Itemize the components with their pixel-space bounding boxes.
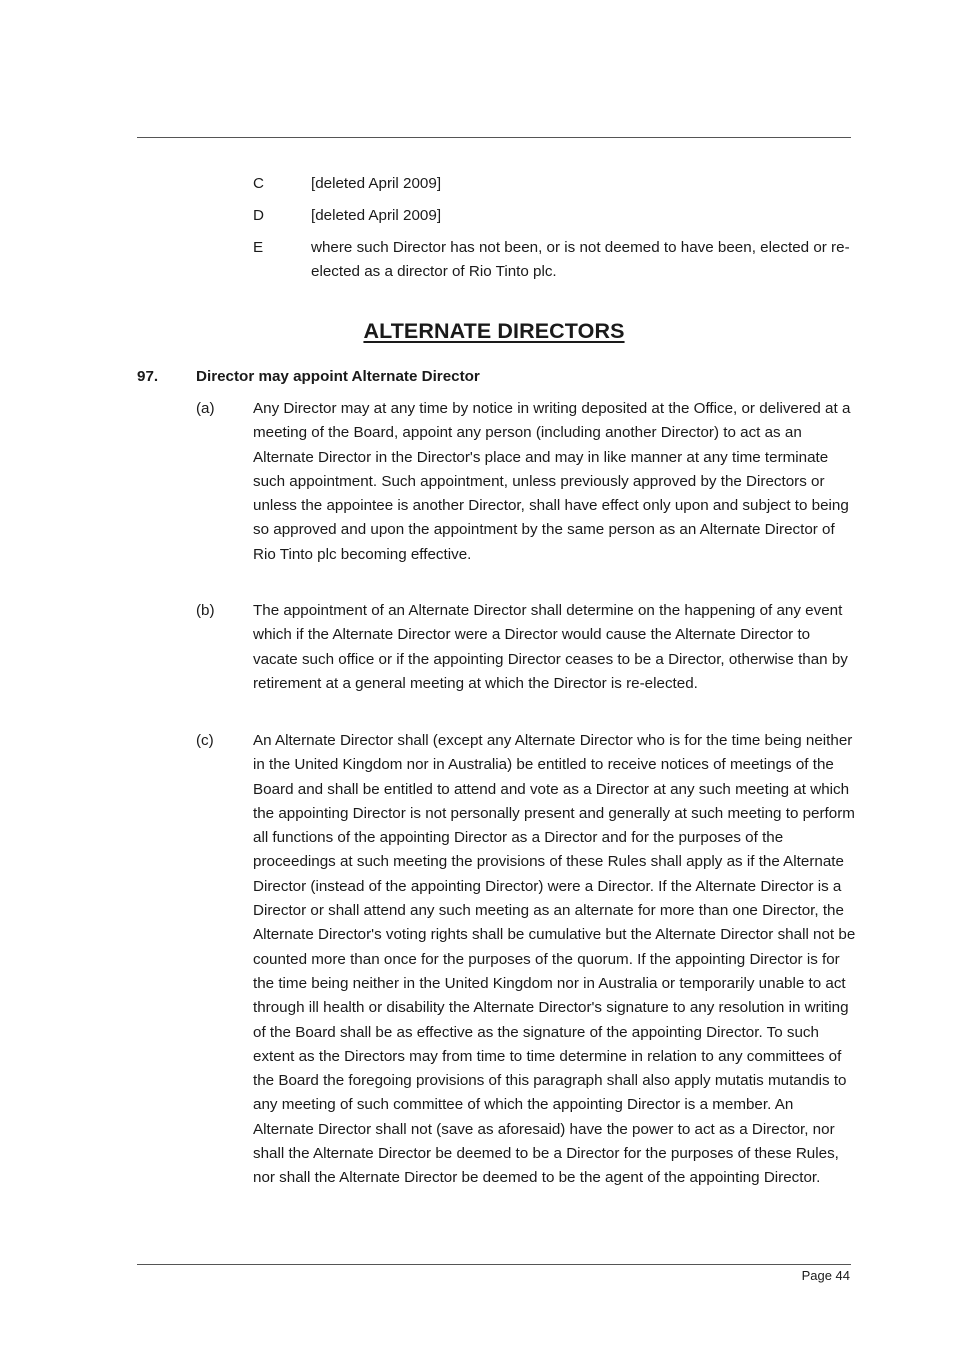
paragraph-text: The appointment of an Alternate Director shall determine on the happening of any event which if the Alternate Director were a Director would cause the Alternate Director to vacate such office or if the appointing Director ceases to be a Director, otherwise than by retirement at a general meeting at which the Director is re-elected. bbox=[253, 602, 848, 692]
list-item-text: [deleted April 2009] bbox=[311, 175, 442, 192]
list-item-label: C bbox=[253, 175, 264, 192]
paragraph-label: (b) bbox=[196, 602, 215, 619]
paragraph-text: Any Director may at any time by notice in writing deposited at the Office, or delivered at a meeting of the Board, appoint any person (including another Director) to act as an Alternate Director in the Director's place and may in like manner at any time terminate such appointment. Such appointment, unless previously approved by the Directors or unless the appointee is another Director, shall have effect only upon and subject to being so approved and upon the appointment by the same person as an Alternate Director of Rio Tinto plc becoming effective. bbox=[253, 400, 851, 563]
list-item-text: [deleted April 2009] bbox=[311, 207, 442, 224]
footer-rule bbox=[137, 1264, 851, 1265]
paragraph-label: (a) bbox=[196, 400, 215, 417]
page-number: Page 44 bbox=[801, 1268, 850, 1283]
paragraph-text: An Alternate Director shall (except any Alternate Director who is for the time being neither in the United Kingdom nor in Australia) be entitled to receive notices of meetings of the Board and shall be entitled to attend and vote as a Director at any such meeting at which the appointing Director is not personally present and generally at such meeting to perform all functions of the appointing Director as a Director and for the purposes of the proceedings at such meeting the provisions of these Rules shall apply as if the Alternate Director (instead of the appointing Director) were a Director. If the Alternate Director is a Director or shall attend any such meeting as an alternate for more than one Director, the Alternate Director's voting rights shall be cumulative but the Alternate Director shall not be counted more than once for the purposes of the quorum. If the appointing Director is for the time being neither in the United Kingdom nor in Australia or temporarily unable to act through ill health or disability the Alternate Director's signature to any resolution in writing of the Board shall be as effective as the signature of the appointing Director. To such extent as the Directors may from time to time determine in relation to any committees of the Board the foregoing provisions of this paragraph shall also apply mutatis mutandis to any meeting of such committee of which the appointing Director is a member. An Alternate Director shall not (save as aforesaid) have the power to act as a Director, nor shall the Alternate Director be deemed to be a Director for the purposes of these Rules, nor shall the Alternate Director be deemed to be the agent of the appointing Director. bbox=[253, 732, 856, 1187]
clause-number: 97. bbox=[137, 368, 159, 385]
header-rule bbox=[137, 137, 851, 138]
list-item-text: where such Director has not been, or is not deemed to have been, elected or re-elected as a director of Rio Tinto plc. bbox=[311, 239, 850, 281]
list-item-label: E bbox=[253, 239, 264, 256]
section-heading: ALTERNATE DIRECTORS bbox=[363, 319, 625, 343]
list-item-label: D bbox=[253, 207, 264, 224]
clause-title: Director may appoint Alternate Director bbox=[196, 368, 480, 385]
paragraph-label: (c) bbox=[196, 732, 214, 749]
